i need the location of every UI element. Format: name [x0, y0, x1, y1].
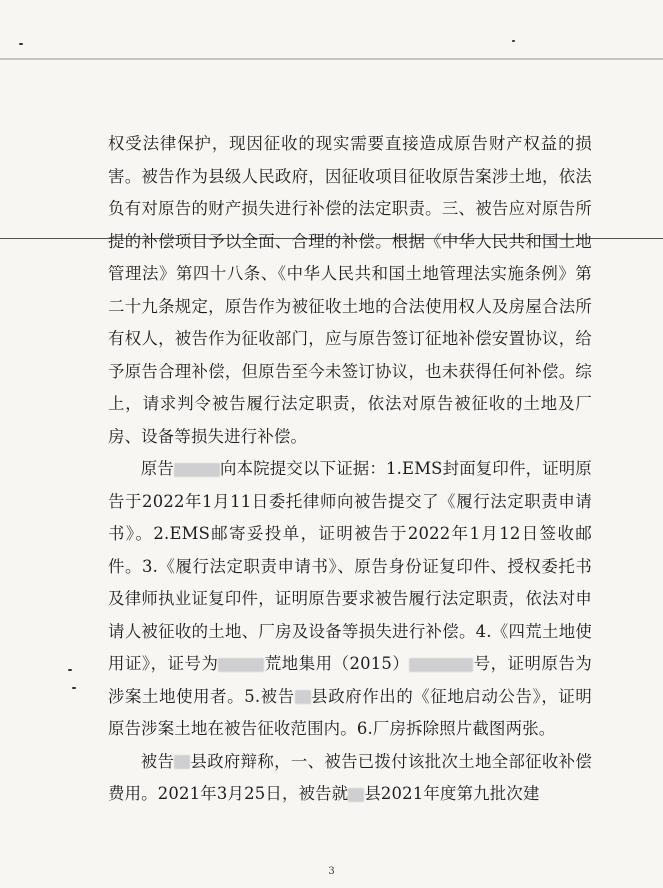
document-body: [108, 128, 592, 811]
text-run: 县政府辩称，一、被告已拨付该批次土地全部征收补偿费用。2021年3月25日，被告就: [108, 751, 592, 803]
paragraph-defendant-reply: [108, 746, 592, 811]
scan-speck: [512, 40, 515, 42]
page-number: 3: [328, 866, 335, 877]
text-run: 县2021年度第九批次建: [364, 784, 540, 803]
redaction-block: [409, 658, 473, 672]
paragraph-text: 权受法律保护，现因征收的现实需要直接造成原告财产权益的损害。被告作为县级人民政府，因征收项目征收原告案涉土地，依法负有对原告的财产损失进行补偿的法定职责。三、被告应对原告所提的补偿项目予以全面、合理的补偿。根据《中华人民共和国土地管理法》第四十八条、《中华人民共和国土地管理法实施条例》第二十九条规定，原告作为被征收土地的合法使用权人及房屋合法所有权人，被告作为征收部门，应与原告签订征地补偿安置协议，给予原告合理补偿，但原告至今未签订协议，也未获得任何补偿。综上，请求判令被告履行法定职责，依法对原告被征收的土地及厂房、设备等损失进行补偿。: [108, 134, 592, 446]
scan-speck: [72, 687, 76, 689]
redaction-block: [174, 755, 190, 769]
scan-speck: [68, 669, 72, 671]
text-run: 号，证明原告为涉案土地使用者。5.被告: [108, 654, 592, 706]
redaction-block: [218, 658, 264, 672]
text-run: 原告: [140, 459, 174, 478]
redaction-block: [174, 463, 220, 477]
text-run: 向本院提交以下证据：1.EMS封面复印件，证明原告于2022年1月11日委托律师向被告提交了《履行法定职责申请书》。2.EMS邮寄妥投单，证明被告于2022年1月12日签收邮件。3.《履行法定职责申请书》、原告身份证复印件、授权委托书及律师执业证复印件，证明原告要求被告履行法定职责，依法对申请人被征收的土地、厂房及设备等损失进行补偿。4.《四荒土地使用证》，证号为: [108, 459, 592, 673]
redaction-block: [348, 788, 364, 802]
scan-speck: [19, 43, 23, 45]
paragraph-plaintiff-evidence: [108, 453, 592, 746]
scan-top-rule: [0, 58, 663, 60]
redaction-block: [295, 690, 311, 704]
text-run: 荒地集用（2015）: [264, 654, 410, 673]
text-run: 县政府作出的《征地启动公告》，证明原告涉案土地在被告征收范围内。6.厂房拆除照片截图两张。: [108, 686, 592, 738]
paragraph-plaintiff-claims: [108, 128, 592, 453]
text-run: 被告: [140, 751, 175, 771]
